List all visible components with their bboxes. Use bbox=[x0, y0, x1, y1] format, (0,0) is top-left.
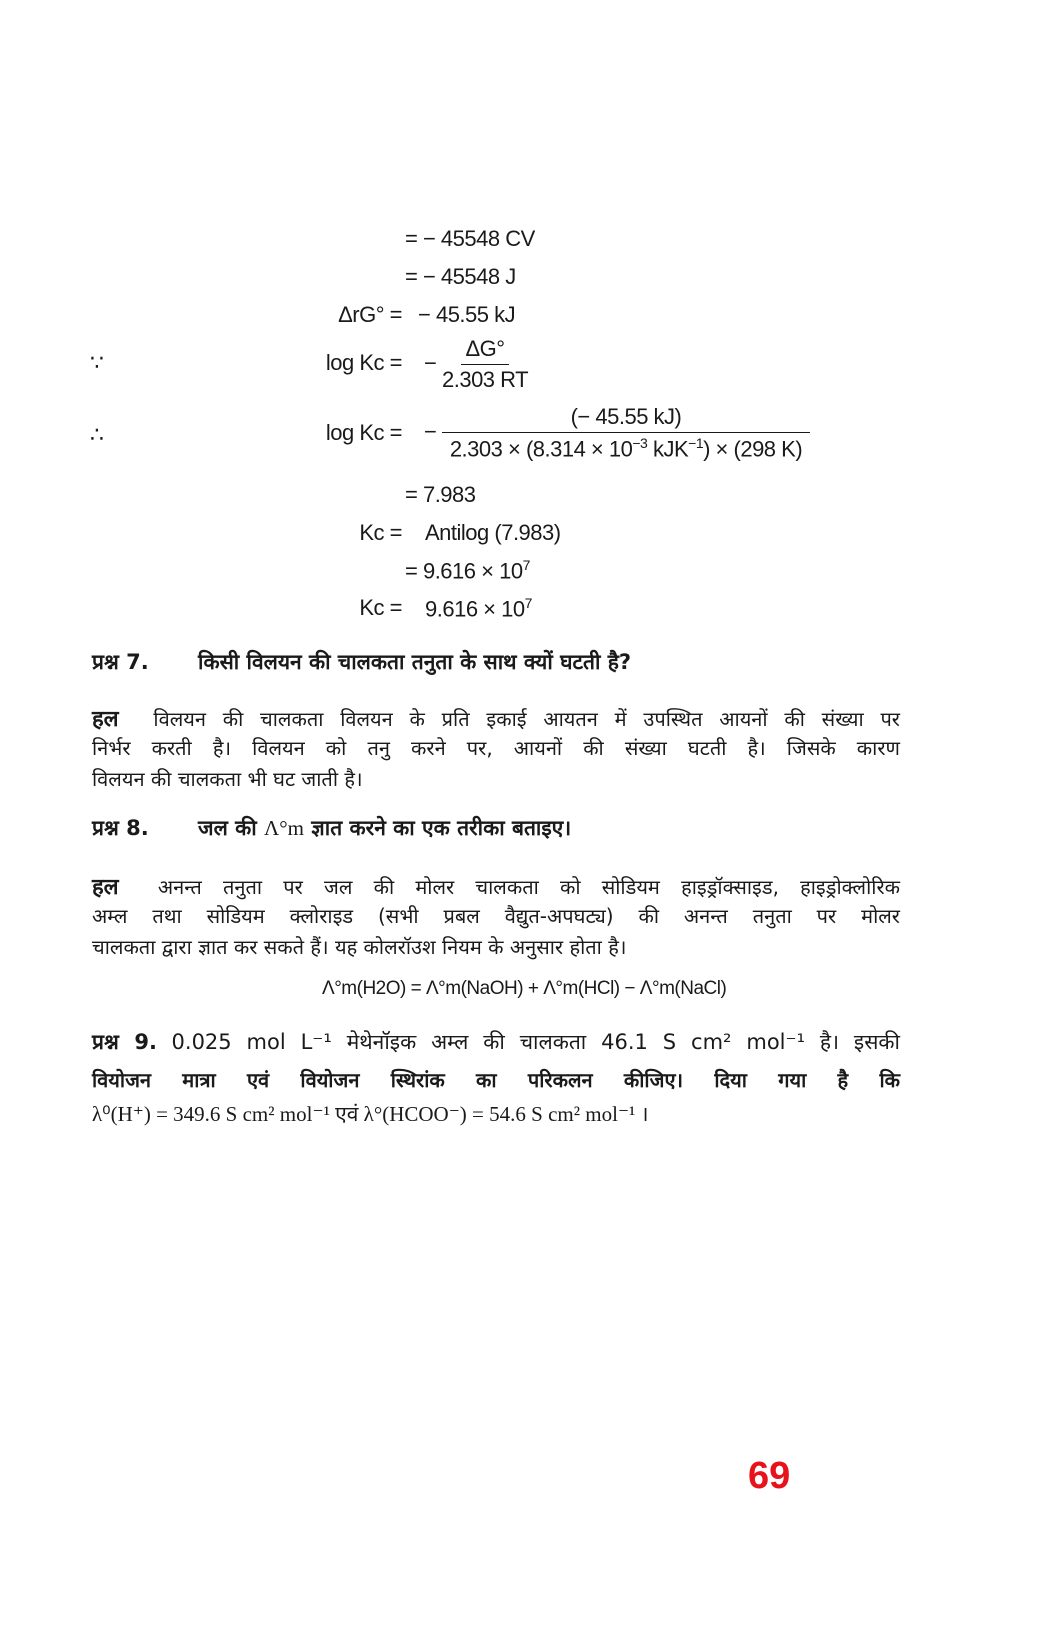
question-label: प्रश्न 7. bbox=[92, 650, 149, 674]
eq-line-9-lhs: Kc = bbox=[359, 595, 402, 620]
page-number: 69 bbox=[748, 1455, 791, 1497]
eq-line-1: = − 45548 CV bbox=[405, 226, 535, 251]
minus-sign: − bbox=[424, 418, 437, 444]
minus-sign: − bbox=[424, 350, 437, 376]
eq-line-4-lhs: log Kc = bbox=[325, 350, 402, 375]
question-line: λ⁰(H⁺) = 349.6 S cm² mol⁻¹ एवं λ°(HCOO⁻) = 54.6 S cm² mol⁻¹ । bbox=[92, 1102, 649, 1126]
eq-line-7-rhs: Antilog (7.983) bbox=[425, 520, 561, 545]
eq-line-6: = 7.983 bbox=[405, 482, 476, 507]
eq-line-9-rhs: $9.616 \times 10^7$ bbox=[425, 595, 532, 622]
eq-line-3-lhs: ΔrG° = bbox=[338, 302, 402, 327]
eq-line-8: = $9.616 \times 10^7$ bbox=[405, 557, 530, 584]
answer-label: हल bbox=[92, 875, 119, 900]
answer-label: हल bbox=[92, 707, 119, 732]
question-line: वियोजन मात्रा एवं वियोजन स्थिरांक का परिकलन कीजिए। दिया गया है कि bbox=[92, 1068, 900, 1092]
answer-line: विलयन की चालकता भी घट जाती है। bbox=[92, 767, 363, 791]
eq-line-4-rhs bbox=[424, 336, 528, 393]
question-text: किसी विलयन की चालकता तनुता के साथ क्यों घटती है? bbox=[198, 650, 632, 674]
because-symbol: ∵ bbox=[90, 350, 104, 375]
answer-line: हल विलयन की चालकता विलयन के प्रति इकाई आयतन में उपस्थित आयनों की संख्या पर bbox=[92, 707, 900, 732]
answer-line: हल अनन्त तनुता पर जल की मोलर चालकता को सोडियम हाइड्रॉक्साइड, हाइड्रोक्लोरिक bbox=[92, 875, 900, 900]
question-line: प्रश्न 9. 0.025 mol L⁻¹ मेथेनॉइक अम्ल की चालकता 46.1 S cm² mol⁻¹ है। इसकी bbox=[92, 1030, 900, 1054]
kohlrausch-equation: Λ°m(H2O) = Λ°m(NaOH) + Λ°m(HCl) − Λ°m(NaCl) bbox=[322, 978, 727, 999]
therefore-symbol: ∴ bbox=[90, 422, 104, 447]
numerator: ΔG° bbox=[461, 336, 508, 365]
answer-line: निर्भर करती है। विलयन को तनु करने पर, आयनों की संख्या घटती है। जिसके कारण bbox=[92, 736, 900, 760]
numerator: (− 45.55 kJ) bbox=[442, 404, 810, 433]
eq-line-2: = − 45548 J bbox=[405, 264, 516, 289]
answer-line: अम्ल तथा सोडियम क्लोराइड (सभी प्रबल वैद्युत-अपघट्य) की अनन्त तनुता पर मोलर bbox=[92, 904, 900, 928]
eq-line-7-lhs: Kc = bbox=[359, 520, 402, 545]
eq-line-3-rhs: − 45.55 kJ bbox=[418, 302, 516, 327]
denominator: $2.303 \times (8.314 \times 10^{-3}$ kJK$^{-1}$) × (298 K) bbox=[449, 435, 803, 462]
fraction bbox=[442, 404, 810, 462]
fraction bbox=[442, 336, 528, 393]
denominator: 2.303 RT bbox=[441, 367, 529, 392]
eq-line-5-lhs: log Kc = bbox=[325, 420, 402, 445]
question-text: जल की Λ°m ज्ञात करने का एक तरीका बताइए। bbox=[198, 816, 572, 840]
question-label: प्रश्न 8. bbox=[92, 816, 149, 840]
answer-line: चालकता द्वारा ज्ञात कर सकते हैं। यह कोलरॉउश नियम के अनुसार होता है। bbox=[92, 935, 627, 959]
eq-line-5-rhs bbox=[424, 404, 810, 462]
question-label: प्रश्न 9. bbox=[92, 1030, 157, 1054]
